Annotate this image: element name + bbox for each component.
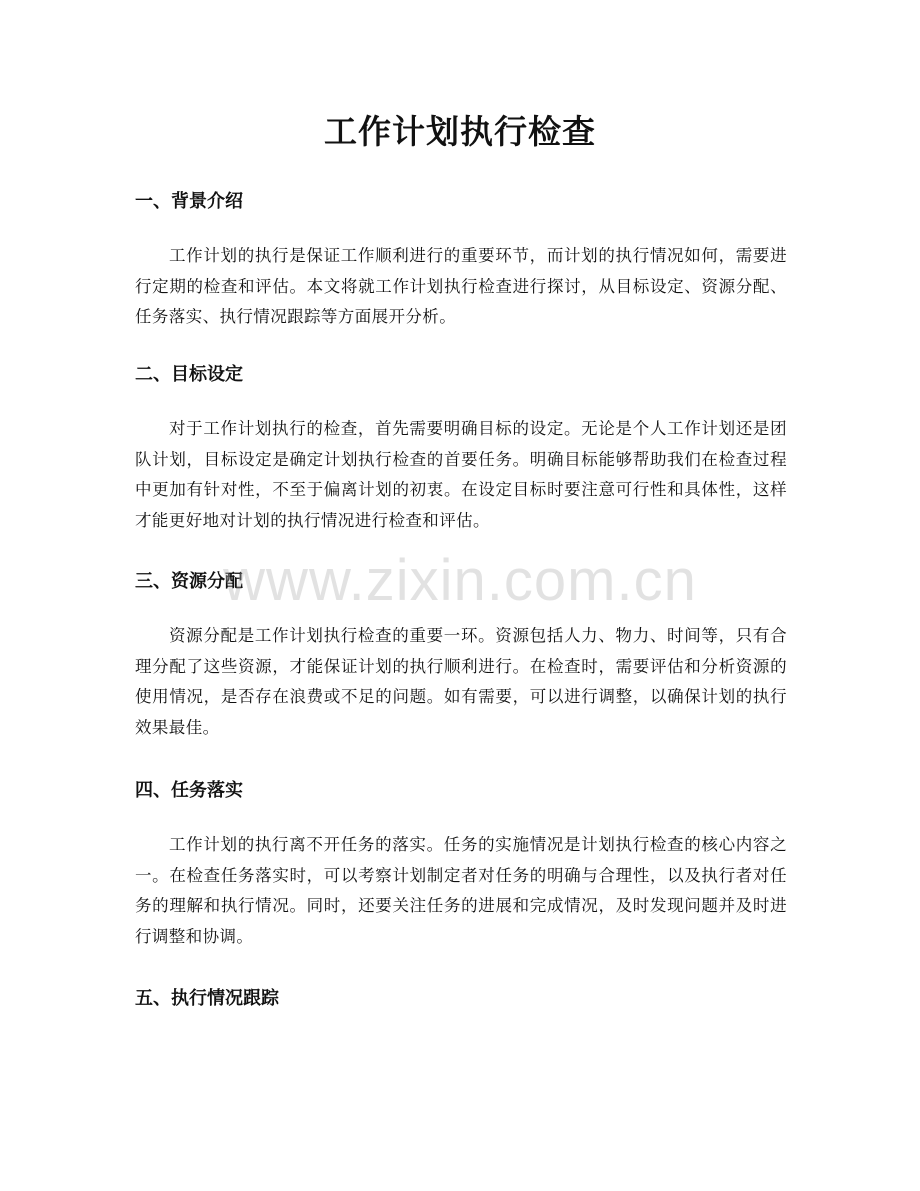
section-task-implementation xyxy=(135,777,787,952)
section-heading: 二、目标设定 xyxy=(135,364,243,385)
watermark: www.zixin.com.cn xyxy=(223,548,697,613)
section-heading: 五、执行情况跟踪 xyxy=(135,988,279,1009)
section-execution-tracking xyxy=(135,985,787,1013)
section-heading: 一、背景介绍 xyxy=(135,191,243,212)
section-paragraph: 对于工作计划执行的检查，首先需要明确目标的设定。无论是个人工作计划还是团队计划，目标设定是确定计划执行检查的首要任务。明确目标能够帮助我们在检查过程中更加有针对性，不至于偏离计划的初衷。在设定目标时要注意可行性和具体性，这样才能更好地对计划的执行情况进行检查和评估。 xyxy=(135,419,787,530)
section-heading: 四、任务落实 xyxy=(135,780,243,801)
section-paragraph: 工作计划的执行是保证工作顺利进行的重要环节，而计划的执行情况如何，需要进行定期的检查和评估。本文将就工作计划执行检查进行探讨，从目标设定、资源分配、任务落实、执行情况跟踪等方面展开分析。 xyxy=(135,246,787,326)
section-background xyxy=(135,188,787,333)
document-title: 工作计划执行检查 xyxy=(324,112,596,151)
section-paragraph: 资源分配是工作计划执行检查的重要一环。资源包括人力、物力、时间等，只有合理分配了这些资源，才能保证计划的执行顺利进行。在检查时，需要评估和分析资源的使用情况，是否存在浪费或不足的问题。如有需要，可以进行调整，以确保计划的执行效果最佳。 xyxy=(135,626,787,737)
section-heading: 三、资源分配 xyxy=(135,571,243,592)
section-paragraph: 工作计划的执行离不开任务的落实。任务的实施情况是计划执行检查的核心内容之一。在检查任务落实时，可以考察计划制定者对任务的明确与合理性，以及执行者对任务的理解和执行情况。同时，还要关注任务的进展和完成情况，及时发现问题并及时进行调整和协调。 xyxy=(135,835,787,946)
section-goal-setting xyxy=(135,361,787,536)
section-resource-allocation xyxy=(135,568,787,743)
